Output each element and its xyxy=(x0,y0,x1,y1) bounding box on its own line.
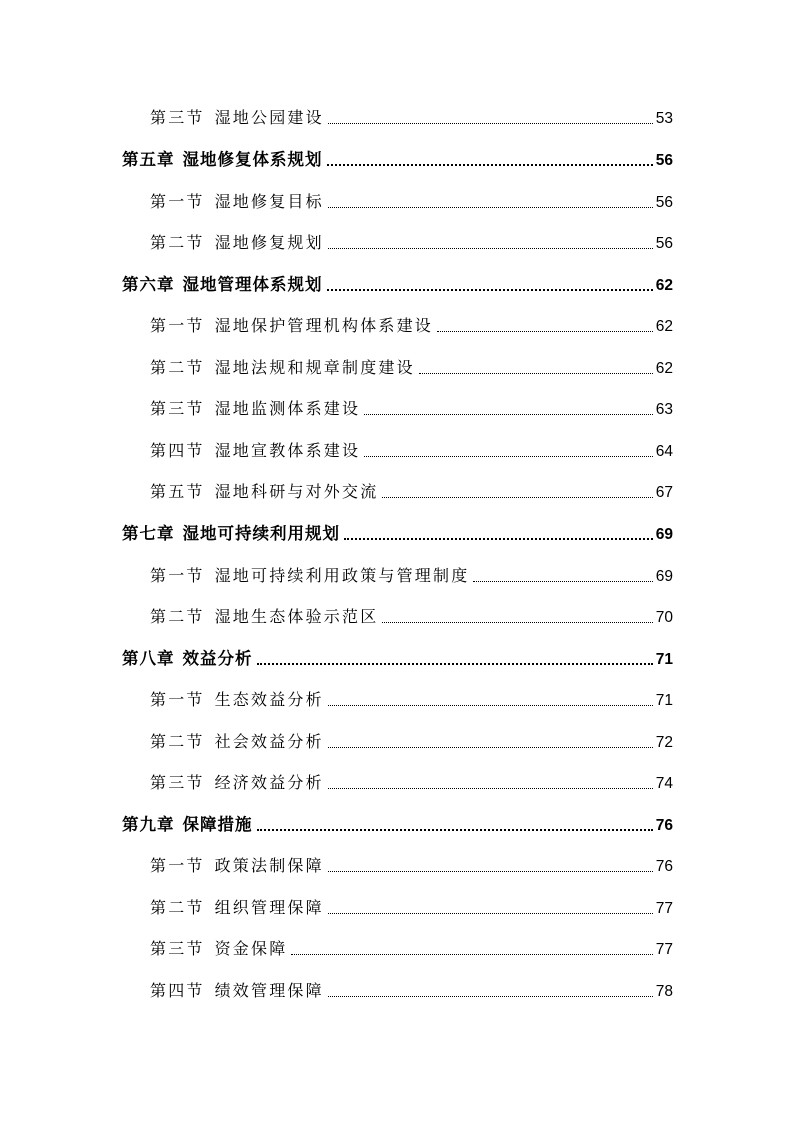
toc-entry-number: 第二节 xyxy=(150,233,205,252)
toc-entry[interactable] xyxy=(150,478,673,502)
toc-entry-title: 湿地宣教体系建设 xyxy=(214,441,361,460)
toc-entry-title: 湿地监测体系建设 xyxy=(214,399,361,418)
toc-dot-leader xyxy=(328,868,653,872)
toc-entry[interactable] xyxy=(150,104,673,128)
toc-entry-title: 湿地生态体验示范区 xyxy=(214,607,379,626)
toc-entry-title: 湿地可持续利用政策与管理制度 xyxy=(214,566,470,585)
toc-entry[interactable] xyxy=(150,686,673,710)
toc-entry-page: 64 xyxy=(655,443,673,460)
toc-entry-title: 生态效益分析 xyxy=(214,690,324,709)
toc-entry-title: 湿地修复规划 xyxy=(214,233,324,252)
toc-dot-leader xyxy=(382,494,652,498)
toc-entry-number: 第二节 xyxy=(150,358,205,377)
toc-entry-title: 湿地法规和规章制度建设 xyxy=(214,358,415,377)
toc-entry-page: 62 xyxy=(655,277,673,294)
toc-entry-number: 第一节 xyxy=(150,690,205,709)
toc-entry-number: 第一节 xyxy=(150,192,205,211)
toc-entry[interactable] xyxy=(150,354,673,378)
toc-entry-page: 69 xyxy=(655,526,673,543)
toc-entry-title: 湿地管理体系规划 xyxy=(182,275,323,294)
toc-dot-leader xyxy=(328,744,653,748)
toc-entry-page: 56 xyxy=(655,194,673,211)
toc-entry-number: 第三节 xyxy=(150,773,205,792)
toc-entry[interactable] xyxy=(150,562,673,586)
toc-entry[interactable] xyxy=(150,395,673,419)
toc-entry-number: 第五节 xyxy=(150,482,205,501)
toc-entry-page: 56 xyxy=(655,152,673,169)
toc-entry-title: 湿地修复目标 xyxy=(214,192,324,211)
toc-entry-title: 政策法制保障 xyxy=(214,856,324,875)
toc-entry-title: 湿地科研与对外交流 xyxy=(214,482,379,501)
toc-entry-title: 社会效益分析 xyxy=(214,732,324,751)
toc-entry-number: 第六章 xyxy=(122,275,175,294)
toc-entry-title: 湿地修复体系规划 xyxy=(182,150,323,169)
toc-entry-number: 第四节 xyxy=(150,981,205,1000)
toc-entry[interactable] xyxy=(150,769,673,793)
toc-entry-page: 76 xyxy=(655,858,673,875)
toc-dot-leader xyxy=(327,161,653,166)
toc-entry-page: 78 xyxy=(655,983,673,1000)
toc-entry-page: 74 xyxy=(655,775,673,792)
toc-entry-page: 76 xyxy=(655,817,673,834)
toc-entry-title: 保障措施 xyxy=(182,815,253,834)
toc-dot-leader xyxy=(344,535,653,540)
toc-dot-leader xyxy=(257,826,653,831)
toc-entry-title: 湿地公园建设 xyxy=(214,108,324,127)
toc-entry[interactable] xyxy=(122,271,673,295)
toc-dot-leader xyxy=(419,370,653,374)
toc-entry-page: 71 xyxy=(655,692,673,709)
toc-entry[interactable] xyxy=(150,894,673,918)
toc-dot-leader xyxy=(328,785,653,789)
toc-entry-page: 56 xyxy=(655,235,673,252)
toc-entry-page: 62 xyxy=(655,360,673,377)
toc-entry[interactable] xyxy=(122,645,673,669)
toc-dot-leader xyxy=(473,578,652,582)
toc-entry-page: 67 xyxy=(655,484,673,501)
toc-entry-page: 71 xyxy=(655,651,673,668)
toc-entry[interactable] xyxy=(150,312,673,336)
toc-entry-title: 组织管理保障 xyxy=(214,898,324,917)
toc-entry[interactable] xyxy=(150,603,673,627)
toc-entry[interactable] xyxy=(122,811,673,835)
toc-entry[interactable] xyxy=(150,935,673,959)
toc-dot-leader xyxy=(437,328,653,332)
toc-dot-leader xyxy=(328,910,653,914)
toc-entry-page: 70 xyxy=(655,609,673,626)
toc-dot-leader xyxy=(328,993,653,997)
toc-entry-number: 第九章 xyxy=(122,815,175,834)
toc-dot-leader xyxy=(364,453,653,457)
toc-entry-page: 63 xyxy=(655,401,673,418)
toc-entry-title: 效益分析 xyxy=(182,649,253,668)
toc-entry-page: 62 xyxy=(655,318,673,335)
toc-entry-number: 第四节 xyxy=(150,441,205,460)
toc-dot-leader xyxy=(328,245,653,249)
toc-entry-number: 第七章 xyxy=(122,524,175,543)
toc-entry-number: 第三节 xyxy=(150,939,205,958)
toc-entry-number: 第一节 xyxy=(150,856,205,875)
toc-entry-page: 69 xyxy=(655,568,673,585)
toc-entry-page: 53 xyxy=(655,110,673,127)
toc-entry-number: 第二节 xyxy=(150,732,205,751)
toc-entry-number: 第一节 xyxy=(150,566,205,585)
toc-entry[interactable] xyxy=(150,977,673,1001)
toc-entry[interactable] xyxy=(150,229,673,253)
toc-entry-number: 第一节 xyxy=(150,316,205,335)
toc-entry[interactable] xyxy=(150,852,673,876)
toc-entry[interactable] xyxy=(150,728,673,752)
toc-dot-leader xyxy=(327,286,653,291)
toc-dot-leader xyxy=(257,660,653,665)
toc-entry-number: 第二节 xyxy=(150,607,205,626)
toc-entry-number: 第三节 xyxy=(150,399,205,418)
toc-entry-title: 资金保障 xyxy=(214,939,288,958)
toc-dot-leader xyxy=(291,951,652,955)
toc-dot-leader xyxy=(382,619,652,623)
toc-entry-number: 第八章 xyxy=(122,649,175,668)
toc-entry[interactable] xyxy=(122,146,673,170)
toc-entry-title: 绩效管理保障 xyxy=(214,981,324,1000)
toc-entry-number: 第五章 xyxy=(122,150,175,169)
toc-dot-leader xyxy=(328,204,653,208)
toc-dot-leader xyxy=(328,702,653,706)
toc-entry-title: 湿地可持续利用规划 xyxy=(182,524,340,543)
toc-entry-page: 77 xyxy=(655,900,673,917)
toc-entry[interactable] xyxy=(150,188,673,212)
toc-entry-number: 第三节 xyxy=(150,108,205,127)
toc-dot-leader xyxy=(328,120,653,124)
toc-entry-page: 72 xyxy=(655,734,673,751)
toc-entry-title: 经济效益分析 xyxy=(214,773,324,792)
toc-entry-title: 湿地保护管理机构体系建设 xyxy=(214,316,434,335)
toc-entry-page: 77 xyxy=(655,941,673,958)
toc-entry[interactable] xyxy=(122,520,673,544)
toc-entry-number: 第二节 xyxy=(150,898,205,917)
toc-dot-leader xyxy=(364,411,653,415)
toc-entry[interactable] xyxy=(150,437,673,461)
